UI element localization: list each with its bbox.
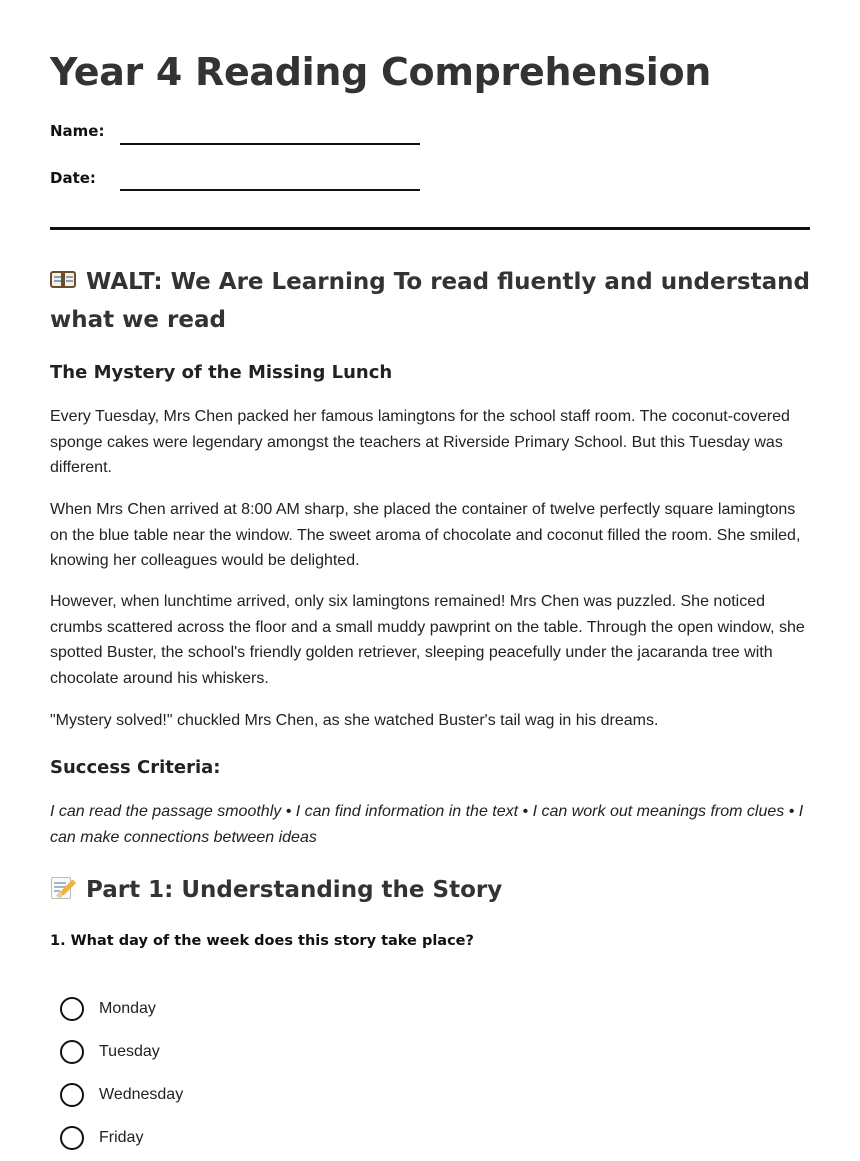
option-tuesday[interactable] <box>60 1039 160 1065</box>
story-paragraph-2: When Mrs Chen arrived at 8:00 AM sharp, she placed the container of twelve perfectly square lamingtons on the blue table near the window. The sweet aroma of chocolate and coconut filled the room. She smiled, knowing her colleagues would be delighted. <box>50 501 801 569</box>
part1-heading-text: Part 1: Understanding the Story <box>86 877 503 903</box>
option-label: Monday <box>99 1000 156 1017</box>
radio-wednesday[interactable] <box>60 1083 84 1107</box>
story-paragraph-1: Every Tuesday, Mrs Chen packed her famous lamingtons for the school staff room. The coconut-covered sponge cakes were legendary amongst the teachers at Riverside Primary School. But this Tuesday was different. <box>50 408 790 476</box>
question-1: 1. What day of the week does this story take place? <box>50 933 474 949</box>
option-monday[interactable] <box>60 996 156 1022</box>
radio-tuesday[interactable] <box>60 1040 84 1064</box>
date-label: Date: <box>50 169 96 187</box>
part1-heading <box>50 871 810 909</box>
walt-heading-text: WALT: We Are Learning To read fluently and understand what we read <box>50 269 810 333</box>
option-label: Wednesday <box>99 1086 184 1103</box>
page-title: Year 4 Reading Comprehension <box>50 50 712 94</box>
date-input-line[interactable] <box>120 189 420 191</box>
success-criteria-text: I can read the passage smoothly • I can find information in the text • I can work out meanings from clues • I can make connections between ideas <box>50 803 804 846</box>
story-paragraph-3: However, when lunchtime arrived, only six lamingtons remained! Mrs Chen was puzzled. She noticed crumbs scattered across the floor and a small muddy pawprint on the table. Through the open window, she spotted Buster, the school's friendly golden retriever, sleeping peacefully under the jacaranda tree with chocolate around his whiskers. <box>50 593 805 687</box>
radio-monday[interactable] <box>60 997 84 1021</box>
name-label: Name: <box>50 122 105 140</box>
success-criteria-heading: Success Criteria: <box>50 757 221 778</box>
memo-icon <box>50 876 78 900</box>
name-input-line[interactable] <box>120 143 420 145</box>
header-divider <box>50 227 810 230</box>
option-label: Friday <box>99 1129 144 1146</box>
walt-heading <box>50 263 810 339</box>
radio-friday[interactable] <box>60 1126 84 1150</box>
option-label: Tuesday <box>99 1043 160 1060</box>
story-title: The Mystery of the Missing Lunch <box>50 362 393 383</box>
open-book-icon <box>50 268 78 292</box>
story-paragraph-4: "Mystery solved!" chuckled Mrs Chen, as she watched Buster's tail wag in his dreams. <box>50 712 659 729</box>
option-wednesday[interactable] <box>60 1082 183 1108</box>
option-friday[interactable] <box>60 1125 143 1151</box>
